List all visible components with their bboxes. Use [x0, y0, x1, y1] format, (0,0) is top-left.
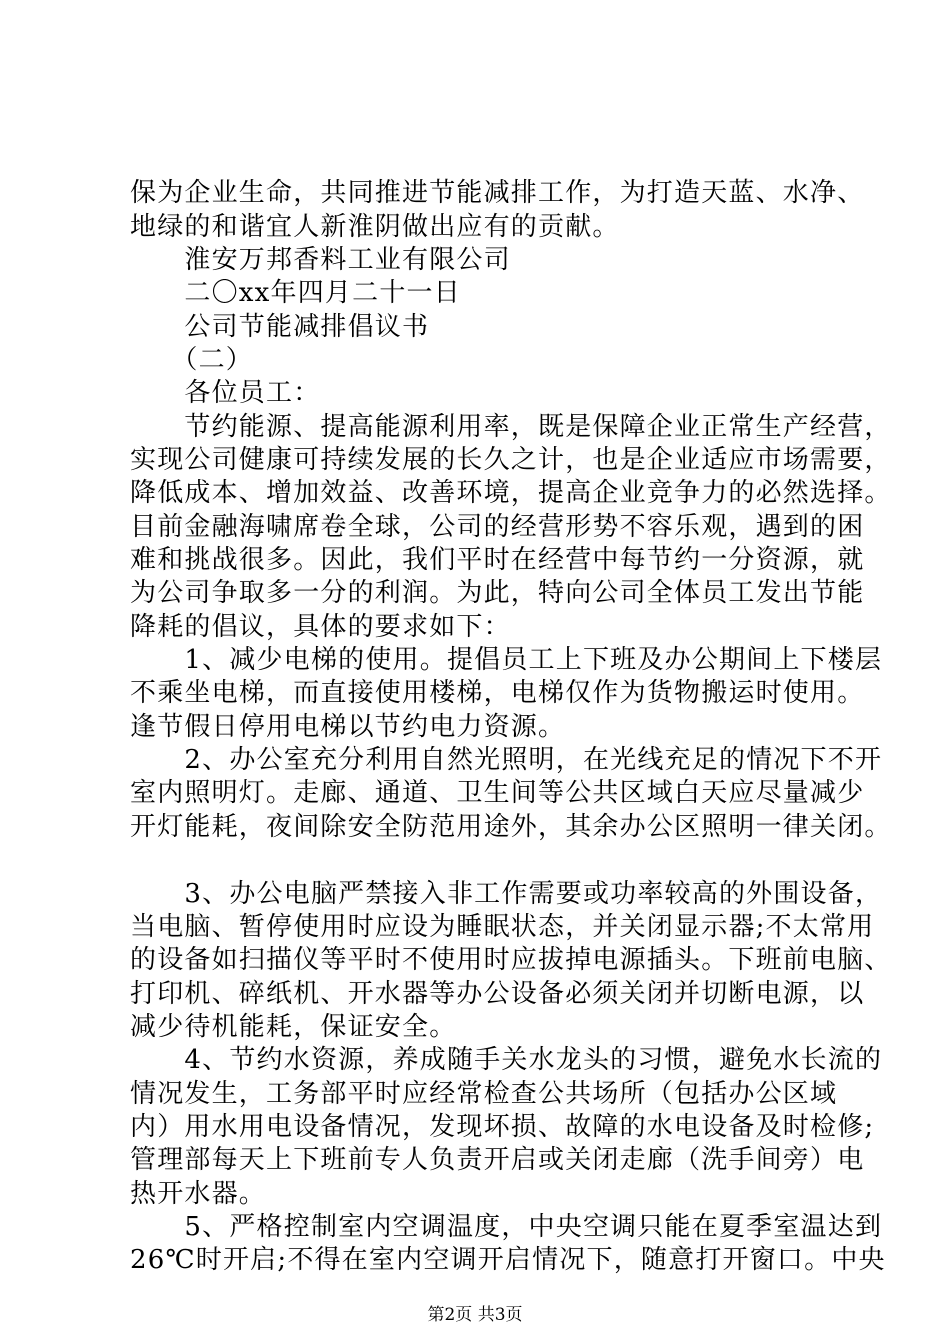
text-line: 打印机、碎纸机、开水器等办公设备必须关闭并切断电源，以 [130, 979, 865, 1009]
text-line: 节约能源、提高能源利用率，既是保障企业正常生产经营， [130, 412, 892, 442]
text-line: 5、严格控制室内空调温度，中央空调只能在夏季室温达到 [130, 1212, 883, 1242]
page-footer: 第2页 共3页 [427, 1305, 523, 1325]
text-line: 1、减少电梯的使用。提倡员工上下班及办公期间上下楼层 [130, 645, 883, 675]
text-line: 2、办公室充分利用自然光照明，在光线充足的情况下不开 [130, 745, 883, 775]
text-line: 降耗的倡议，具体的要求如下： [130, 612, 511, 642]
text-line: 降低成本、增加效益、改善环境，提高企业竞争力的必然选择。 [130, 478, 892, 508]
text-line: 情况发生，工务部平时应经常检查公共场所（包括办公区域 [130, 1079, 838, 1109]
text-line: 为公司争取多一分的利润。为此，特向公司全体员工发出节能 [130, 578, 865, 608]
text-line: 地绿的和谐宜人新淮阴做出应有的贡献。 [130, 212, 620, 242]
text-line: 目前金融海啸席卷全球，公司的经营形势不容乐观，遇到的困 [130, 512, 865, 542]
section-number: （二） [130, 345, 254, 375]
text-line: 4、节约水资源，养成随手关水龙头的习惯，避免水长流的 [130, 1045, 883, 1075]
text-line: 26℃时开启;不得在室内空调开启情况下，随意打开窗口。中央 [130, 1245, 886, 1275]
text-line: 3、办公电脑严禁接入非工作需要或功率较高的外围设备， [130, 879, 883, 909]
document-date: 二〇xx年四月二十一日 [130, 278, 461, 308]
text-line: 保为企业生命，共同推进节能减排工作，为打造天蓝、水净、 [130, 178, 865, 208]
text-line: 的设备如扫描仪等平时不使用时应拔掉电源插头。下班前电脑、 [130, 945, 892, 975]
text-line: 不乘坐电梯，而直接使用楼梯，电梯仅作为货物搬运时使用。 [130, 678, 865, 708]
text-line: 减少待机能耗，保证安全。 [130, 1012, 457, 1042]
text-line: 实现公司健康可持续发展的长久之计，也是企业适应市场需要， [130, 445, 892, 475]
text-line: 当电脑、暂停使用时应设为睡眠状态，并关闭显示器;不太常用 [130, 912, 875, 942]
company-name: 淮安万邦香料工业有限公司 [130, 245, 511, 275]
text-line: 难和挑战很多。因此，我们平时在经营中每节约一分资源，就 [130, 545, 865, 575]
text-line: 热开水器。 [130, 1179, 267, 1209]
text-line: 开灯能耗，夜间除安全防范用途外，其余办公区照明一律关闭。 [130, 812, 892, 842]
salutation: 各位员工： [130, 378, 321, 408]
text-line: 逢节假日停用电梯以节约电力资源。 [130, 712, 566, 742]
section-title: 公司节能减排倡议书 [130, 312, 430, 342]
text-line: 内）用水用电设备情况，发现坏损、故障的水电设备及时检修; [130, 1112, 875, 1142]
text-line: 室内照明灯。走廊、通道、卫生间等公共区域白天应尽量减少 [130, 778, 865, 808]
text-line: 管理部每天上下班前专人负责开启或关闭走廊（洗手间旁）电 [130, 1145, 865, 1175]
